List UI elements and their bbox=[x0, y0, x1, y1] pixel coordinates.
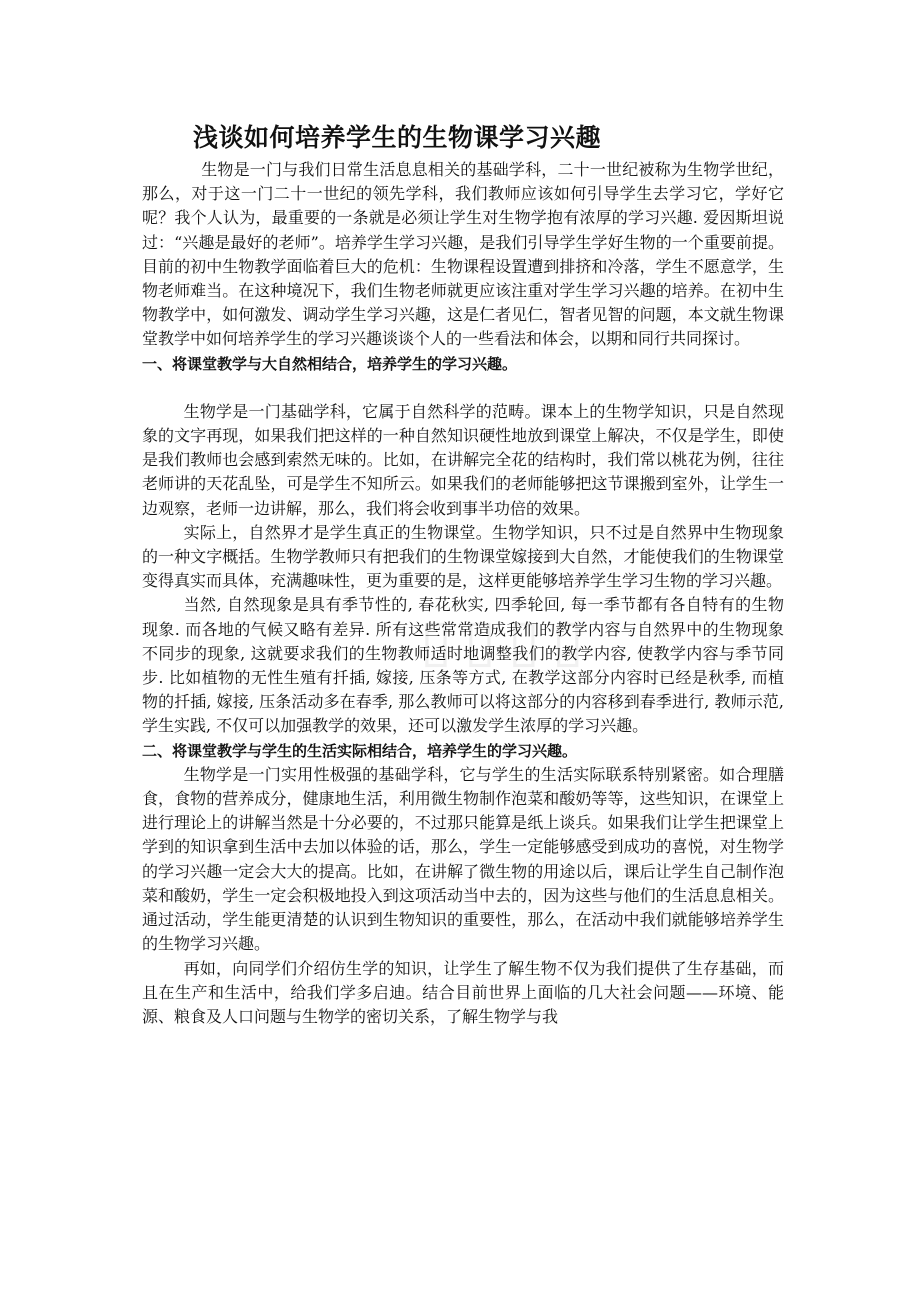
document-body bbox=[142, 158, 784, 1029]
body-paragraph: 实际上，自然界才是学生真正的生物课堂。生物学知识，只不过是自然界中生物现象的一种文字概括。生物学教师只有把我们的生物课堂嫁接到大自然，才能使我们的生物课堂变得真实而具体，充满趣味性，更为重要的是，这样更能够培养学生学习生物的学习兴趣。 bbox=[142, 522, 784, 591]
section-heading-2: 二、将课堂教学与学生的生活实际相结合，培养学生的学习兴趣。 bbox=[142, 741, 578, 760]
section-heading-1: 一、将课堂教学与大自然相结合，培养学生的学习兴趣。 bbox=[142, 354, 518, 373]
body-paragraph: 生物学是一门实用性极强的基础学科，它与学生的生活实际联系特别紧密。如合理膳食，食物的营养成分，健康地生活，利用微生物制作泡菜和酸奶等等，这些知识，在课堂上进行理论上的讲解当然是十分必要的，不过那只能算是纸上谈兵。如果我们让学生把课堂上学到的知识拿到生活中去加以体验的话，那么，学生一定能够感受到成功的喜悦，对生物学的学习兴趣一定会大大的提高。比如，在讲解了微生物的用途以后，课后让学生自己制作泡菜和酸奶，学生一定会积极地投入到这项活动当中去的，因为这些与他们的生活息息相关。通过活动，学生能更清楚的认识到生物知识的重要性，那么，在活动中我们就能够培养学生的生物学习兴趣。 bbox=[142, 764, 784, 954]
document-title: 浅谈如何培养学生的生物课学习兴趣 bbox=[193, 123, 602, 152]
body-paragraph: 生物学是一门基础学科，它属于自然科学的范畴。课本上的生物学知识，只是自然现象的文字再现，如果我们把这样的一种自然知识硬性地放到课堂上解决，不仅是学生，即使是我们教师也会感到索然无味的。比如，在讲解完全花的结构时，我们常以桃花为例，往往老师讲的天花乱坠，可是学生不知所云。如果我们的老师能够把这节课搬到室外，让学生一边观察，老师一边讲解，那么，我们将会收到事半功倍的效果。 bbox=[142, 401, 784, 518]
body-paragraph: 当然, 自然现象是具有季节性的, 春花秋实, 四季轮回, 每一季节都有各自特有的生物现象. 而各地的气候又略有差异. 所有这些常常造成我们的教学内容与自然界中的生物现象不同步的现象, 这就要求我们的生物教师适时地调整我们的教学内容, 使教学内容与季节同步. 比如植物的无性生殖有扦插, 嫁接, 压条等方式, 在教学这部分内容时已经是秋季, 而植物的扦插, 嫁接, 压条活动多在春季, 那么教师可以将这部分的内容移到春季进行, 教师示范, 学生实践, 不仅可以加强教学的效果，还可以激发学生浓厚的学习兴趣。 bbox=[142, 595, 784, 736]
body-paragraph: 再如，向同学们介绍仿生学的知识，让学生了解生物不仅为我们提供了生存基础，而且在生产和生活中，给我们学多启迪。结合目前世界上面临的几大社会问题——环境、能源、粮食及人口问题与生物学的密切关系，了解生物学与我 bbox=[142, 958, 784, 1026]
blank-line bbox=[142, 376, 784, 400]
watermark-logo: ▯▯▯▯ bbox=[420, 606, 596, 674]
intro-paragraph: 生物是一门与我们日常生活息息相关的基础学科，二十一世纪被称为生物学世纪，那么，对于这一门二十一世纪的领先学科，我们教师应该如何引导学生去学习它，学好它呢？我个人认为，最重要的一条就是必须让学生对生物学抱有浓厚的学习兴趣. 爱因斯坦说过：“兴趣是最好的老师”。培养学生学习兴趣，是我们引导学生学好生物的一个重要前提。目前的初中生物教学面临着巨大的危机：生物课程设置遭到排挤和冷落，学生不愿意学，生物老师难当。在这种境况下，我们生物老师就更应该注重对学生学习兴趣的培养。在初中生物教学中，如何激发、调动学生学习兴趣，这是仁者见仁，智者见智的问题，本文就生物课堂教学中如何培养学生的学习兴趣谈谈个人的一些看法和体会，以期和同行共同探讨。 bbox=[142, 160, 784, 349]
